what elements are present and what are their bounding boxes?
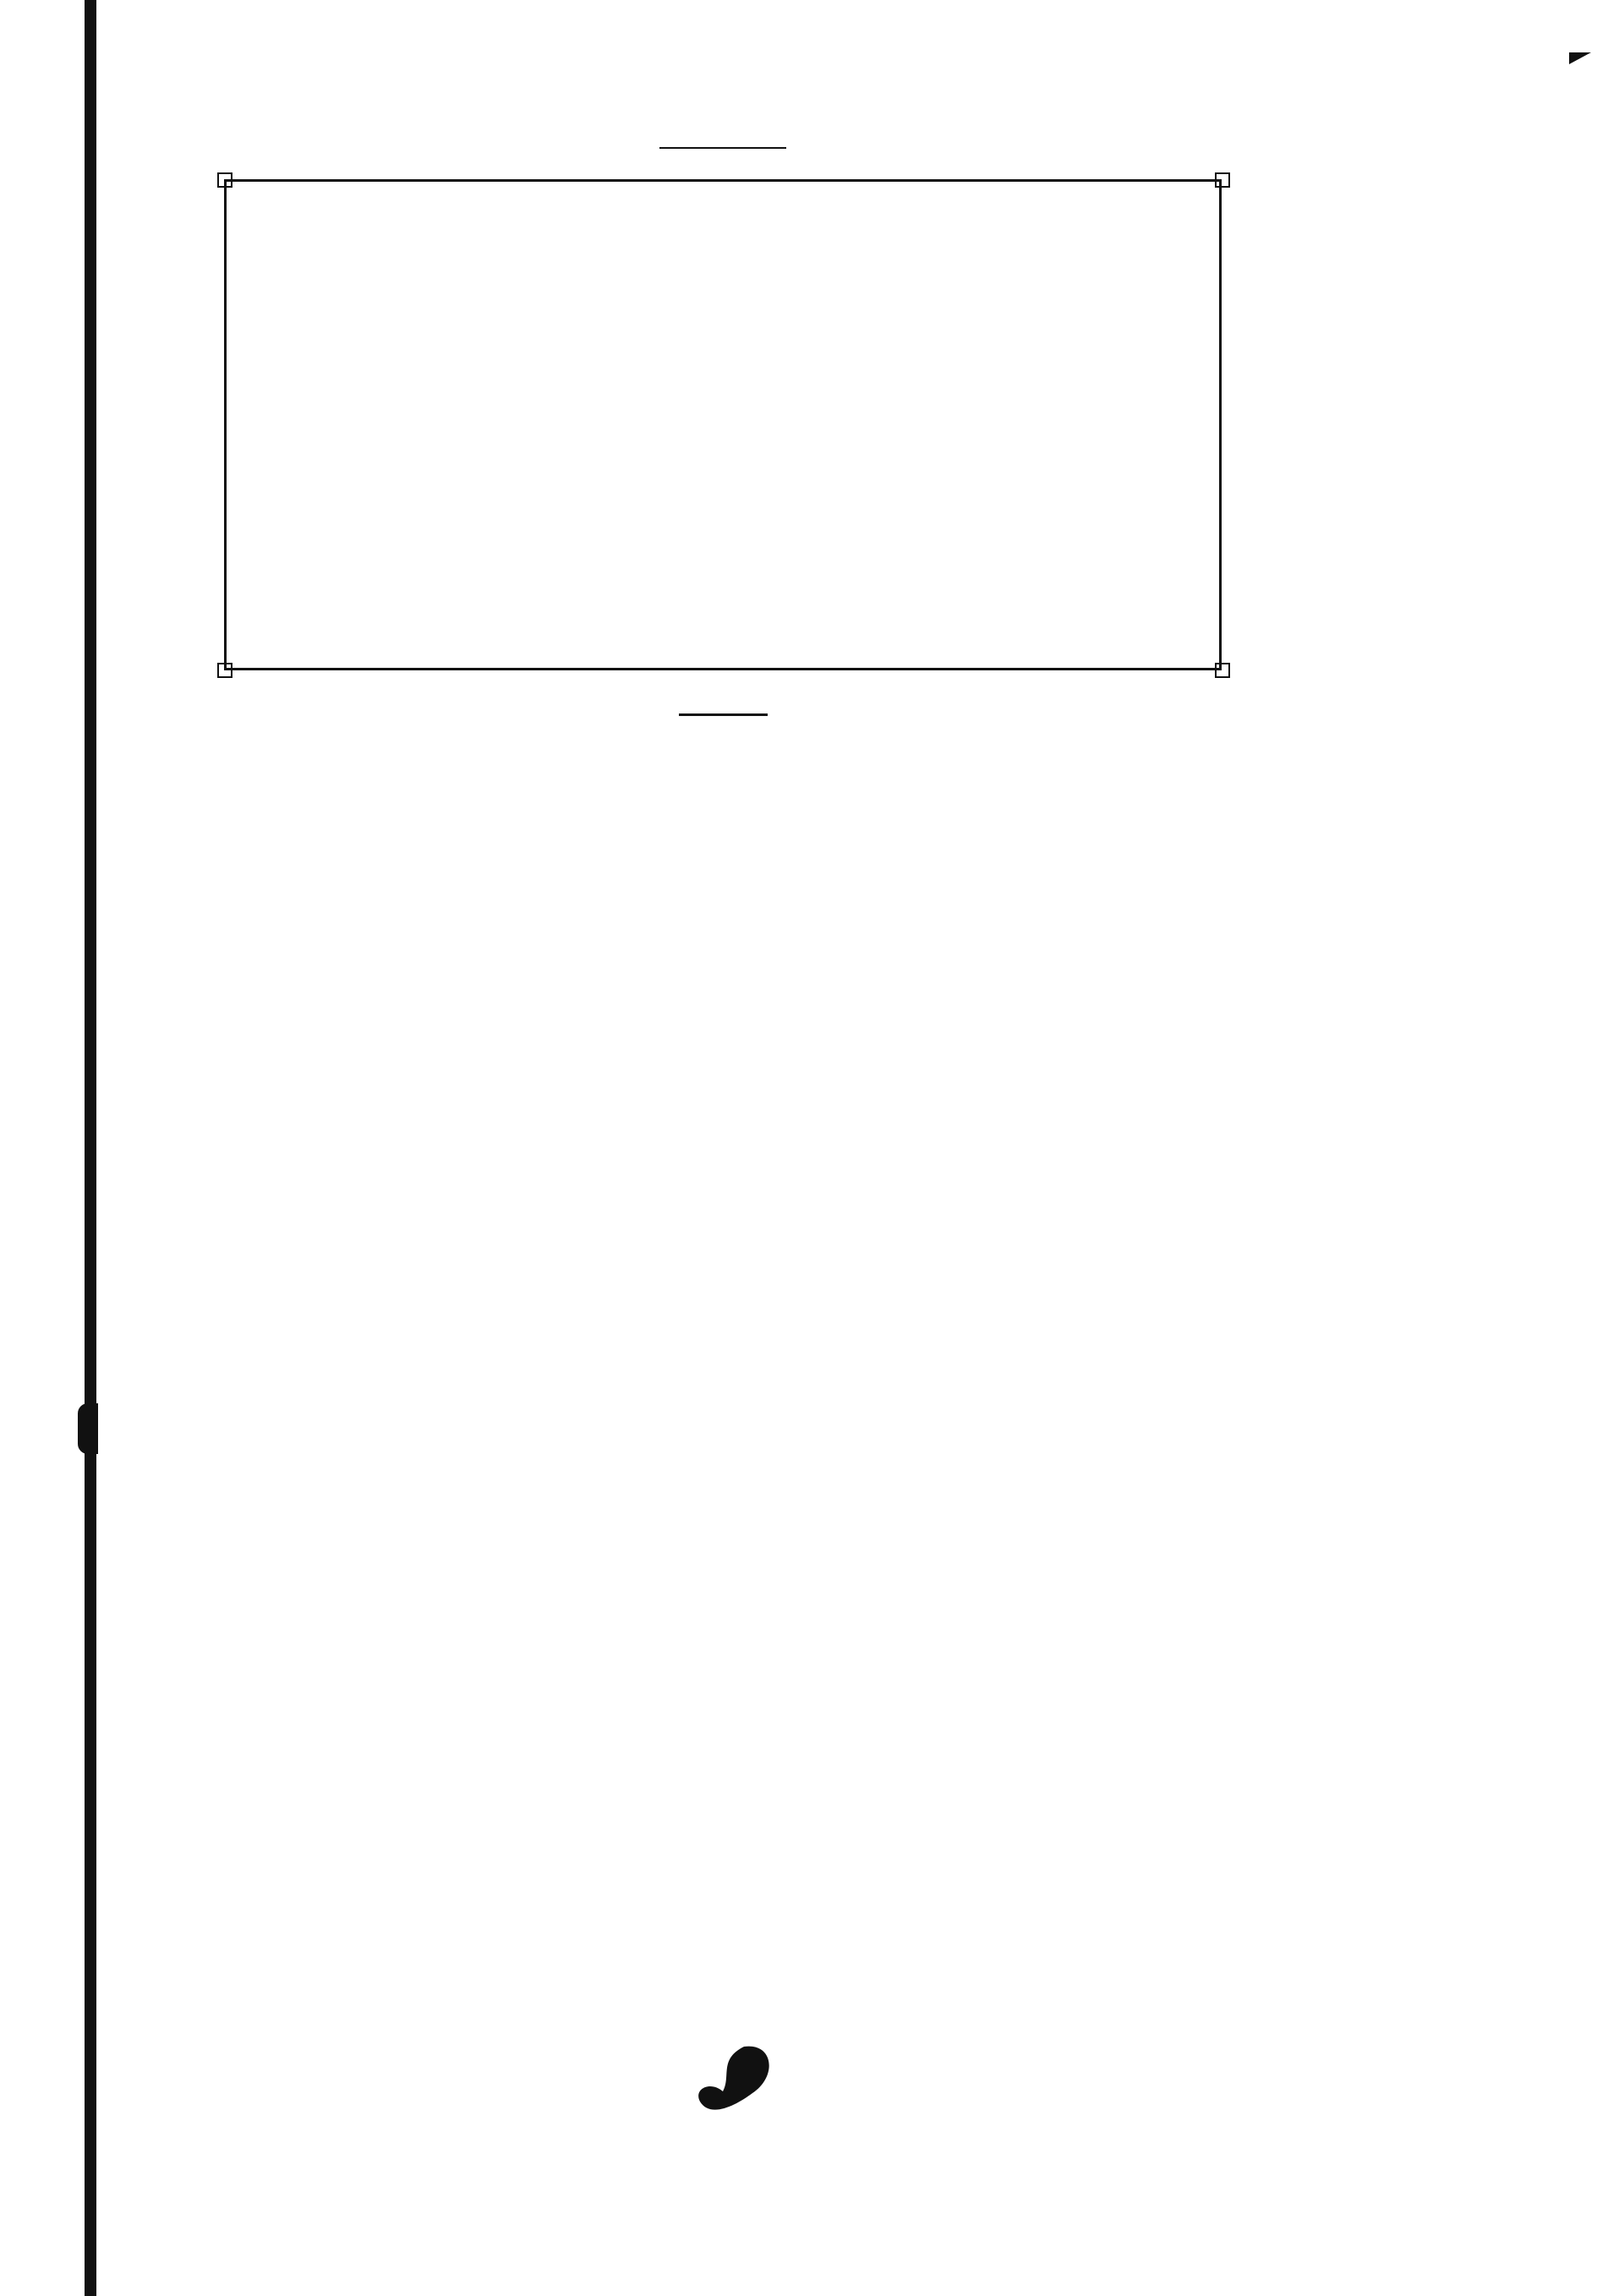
frame-corner-ornament bbox=[1215, 663, 1230, 678]
frame-left-rule bbox=[224, 179, 227, 670]
page-content bbox=[216, 127, 1230, 735]
frame-corner-ornament bbox=[217, 663, 232, 678]
binding-mark bbox=[78, 1403, 98, 1454]
frame-bottom-rule bbox=[224, 668, 1222, 670]
frame-corner-ornament bbox=[1215, 172, 1230, 188]
ink-flourish bbox=[693, 2042, 786, 2127]
frame-top-rule bbox=[224, 179, 1222, 182]
corner-arrow-mark bbox=[1569, 52, 1591, 64]
frame-corner-ornament bbox=[217, 172, 232, 188]
frame-right-rule bbox=[1219, 179, 1222, 670]
divider-rule bbox=[659, 147, 786, 149]
short-divider bbox=[679, 713, 768, 716]
page-binding-edge bbox=[85, 0, 96, 2296]
treasure-frame bbox=[212, 167, 1235, 683]
